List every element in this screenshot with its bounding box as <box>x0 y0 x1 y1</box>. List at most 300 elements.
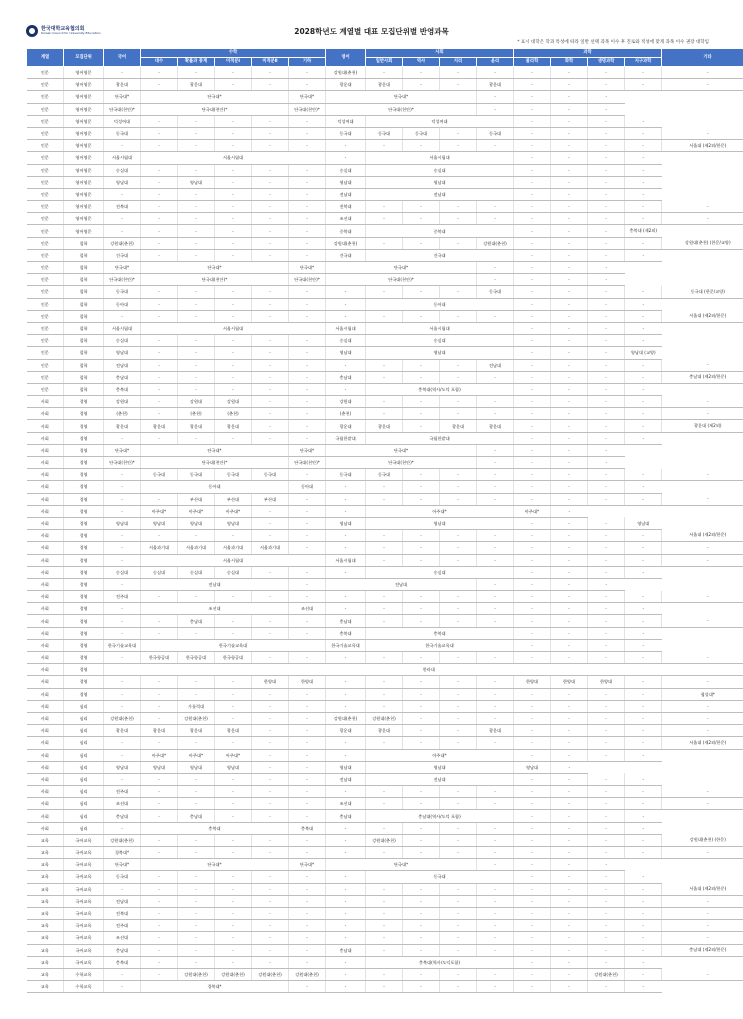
table-cell: - <box>477 688 514 700</box>
table-cell: - <box>289 895 326 907</box>
table-cell: 인문 <box>27 127 64 139</box>
table-cell: 한국기술교육대 <box>326 639 366 651</box>
table-row <box>27 444 743 456</box>
table-row <box>27 213 743 225</box>
table-cell: - <box>588 591 625 603</box>
table-cell: - <box>215 67 252 79</box>
table-cell: - <box>141 786 178 798</box>
table-cell: - <box>289 176 326 188</box>
table-cell: - <box>440 213 477 225</box>
table-cell: - <box>252 956 289 968</box>
table-cell: 충북대 <box>104 956 141 968</box>
table-cell: - <box>289 847 326 859</box>
table-row <box>27 140 743 152</box>
table-cell: 한라대 <box>104 664 743 676</box>
table-cell: 경영 <box>64 517 104 529</box>
table-cell: - <box>551 749 588 761</box>
table-cell: - <box>588 164 625 176</box>
table-cell: 경영 <box>64 396 104 408</box>
table-cell: - <box>514 396 551 408</box>
table-cell: - <box>289 225 326 237</box>
table-cell: - <box>514 652 551 664</box>
table-cell: - <box>440 968 477 980</box>
table-cell: - <box>366 237 403 249</box>
table-cell: - <box>326 591 366 603</box>
table-cell: - <box>215 786 252 798</box>
table-cell: - <box>141 773 178 785</box>
table-cell: 광운대 <box>215 420 252 432</box>
table-cell: 인문 <box>27 286 64 298</box>
table-cell: 영남대 <box>104 517 141 529</box>
table-cell: - <box>403 688 440 700</box>
table-cell: - <box>289 591 326 603</box>
table-cell: - <box>403 67 440 79</box>
table-cell: 중북대 <box>326 225 366 237</box>
table-cell: 동국대 <box>326 469 366 481</box>
table-cell: - <box>440 652 477 664</box>
table-cell: - <box>514 79 551 91</box>
table-cell: 단국대* <box>326 91 477 103</box>
table-cell: - <box>215 213 252 225</box>
table-cell: - <box>289 956 326 968</box>
table-cell: - <box>141 188 178 200</box>
table-cell: - <box>477 274 514 286</box>
table-cell: - <box>551 871 588 883</box>
col-header-science: 과학 <box>514 49 662 58</box>
table-cell: - <box>289 201 326 213</box>
table-cell: 교육 <box>27 871 64 883</box>
logo-name-ko: 한국대학교육협의회 <box>41 26 85 32</box>
table-cell: - <box>178 773 215 785</box>
table-cell: (춘천) <box>326 408 366 420</box>
table-cell: 사회 <box>27 749 64 761</box>
table-cell: - <box>477 481 514 493</box>
table-cell: - <box>662 213 743 225</box>
table-cell: 충북대 <box>141 822 289 834</box>
table-cell: - <box>289 115 326 127</box>
table-cell: 영남대 <box>104 347 141 359</box>
table-cell: 강원대 <box>178 396 215 408</box>
table-cell: - <box>326 737 366 749</box>
table-row <box>27 457 743 469</box>
table-cell: - <box>141 359 178 371</box>
table-cell: - <box>178 530 215 542</box>
table-cell: 경영 <box>64 457 104 469</box>
table-cell: - <box>662 847 743 859</box>
table-cell: 전남대 <box>326 188 366 200</box>
table-cell: 충남대 (제2외/한문) <box>662 944 743 956</box>
table-cell: - <box>252 883 289 895</box>
table-cell: 강원대(춘천) <box>178 712 215 724</box>
table-cell: 영남대 <box>514 761 551 773</box>
table-cell: 덕성여대 <box>104 115 141 127</box>
table-cell: 심리 <box>64 700 104 712</box>
table-cell: - <box>215 176 252 188</box>
table-cell: - <box>215 907 252 919</box>
table-cell: - <box>625 725 662 737</box>
table-cell: - <box>403 920 440 932</box>
table-cell: 영어영문 <box>64 67 104 79</box>
table-cell: 숭실대 <box>366 335 514 347</box>
table-cell: - <box>440 615 477 627</box>
table-cell: 영어영문 <box>64 225 104 237</box>
table-cell: - <box>662 591 743 603</box>
table-cell: - <box>289 786 326 798</box>
table-cell: - <box>514 140 551 152</box>
table-cell: - <box>366 847 403 859</box>
table-cell: - <box>588 371 625 383</box>
table-cell: - <box>440 700 477 712</box>
table-cell: - <box>588 322 625 334</box>
table-cell: 강원대(춘천) <box>104 237 141 249</box>
table-cell: 서울시립대 <box>104 322 141 334</box>
table-cell: - <box>625 237 662 249</box>
table-cell: - <box>289 359 326 371</box>
table-cell: 서울시립대 <box>141 152 326 164</box>
table-cell: - <box>366 652 403 664</box>
table-cell: - <box>625 615 662 627</box>
col-header-other: 기타 <box>662 49 743 67</box>
table-cell: 충남대 <box>178 615 215 627</box>
table-cell: - <box>215 310 252 322</box>
table-cell: - <box>477 603 514 615</box>
table-cell: 한양대 <box>588 676 625 688</box>
table-cell: 숭실대 <box>366 164 514 176</box>
table-cell: - <box>551 457 588 469</box>
table-row <box>27 968 743 980</box>
table-cell: - <box>440 469 477 481</box>
table-cell: - <box>366 603 403 615</box>
table-cell: - <box>514 286 551 298</box>
table-cell: - <box>403 944 440 956</box>
table-cell: 경영 <box>64 627 104 639</box>
table-cell: - <box>514 615 551 627</box>
table-cell: - <box>178 847 215 859</box>
table-cell: - <box>289 798 326 810</box>
table-cell: - <box>403 676 440 688</box>
table-cell: 서울시립대 <box>141 554 326 566</box>
table-cell: - <box>625 542 662 554</box>
table-cell: - <box>514 578 551 590</box>
table-cell: - <box>141 79 178 91</box>
table-cell: 인문 <box>27 262 64 274</box>
table-row <box>27 725 743 737</box>
table-cell: - <box>178 188 215 200</box>
col-header-social-sub: 지리 <box>440 58 477 67</box>
table-cell: - <box>551 262 588 274</box>
table-cell: 사회 <box>27 554 64 566</box>
table-cell: 동국대 <box>104 286 141 298</box>
table-row <box>27 493 743 505</box>
table-cell: 전남대 <box>104 359 141 371</box>
table-cell: 영어영문 <box>64 152 104 164</box>
table-cell: - <box>551 347 588 359</box>
table-cell: - <box>178 432 215 444</box>
table-cell: - <box>403 907 440 919</box>
table-row <box>27 907 743 919</box>
table-cell: - <box>326 822 366 834</box>
table-cell: 단국대(천안)* <box>104 103 141 115</box>
table-cell: - <box>178 371 215 383</box>
table-cell: - <box>403 883 440 895</box>
table-cell: - <box>252 286 289 298</box>
table-cell: - <box>514 639 551 651</box>
table-cell: - <box>215 920 252 932</box>
table-cell: 강원대(춘천) (한문) <box>662 834 743 846</box>
table-cell: 교육 <box>27 847 64 859</box>
table-cell: - <box>588 737 625 749</box>
table-cell: - <box>252 810 289 822</box>
table-cell: 영어영문 <box>64 188 104 200</box>
table-cell: - <box>588 176 625 188</box>
table-cell: 국립한밭대 <box>326 432 366 444</box>
table-cell: - <box>625 968 662 980</box>
table-cell: 동아대 <box>366 298 514 310</box>
table-cell: - <box>440 907 477 919</box>
col-header-math: 수학 <box>141 49 326 58</box>
table-cell: - <box>514 517 551 529</box>
table-cell: - <box>514 822 551 834</box>
table-cell: - <box>289 578 326 590</box>
table-cell: - <box>215 347 252 359</box>
table-cell: - <box>366 981 403 993</box>
table-cell: - <box>252 127 289 139</box>
table-cell: 심리 <box>64 761 104 773</box>
table-cell: - <box>551 627 588 639</box>
table-cell: 단국대* <box>104 262 141 274</box>
table-cell: - <box>477 140 514 152</box>
table-cell: - <box>477 968 514 980</box>
table-cell: - <box>366 700 403 712</box>
table-cell: - <box>662 359 743 371</box>
table-cell: - <box>326 140 366 152</box>
table-cell: - <box>178 249 215 261</box>
table-cell: - <box>514 773 551 785</box>
table-cell: - <box>215 201 252 213</box>
table-cell: - <box>141 347 178 359</box>
table-cell: - <box>477 396 514 408</box>
table-cell: - <box>440 530 477 542</box>
table-cell: 영남대 <box>326 176 366 188</box>
table-cell: - <box>178 359 215 371</box>
table-cell: 단국대(천안)* <box>141 274 289 286</box>
table-cell: 영어영문 <box>64 127 104 139</box>
table-cell: - <box>366 530 403 542</box>
subjects-table <box>26 48 743 993</box>
table-cell: 국어교육 <box>64 871 104 883</box>
table-cell: - <box>178 944 215 956</box>
table-cell: 광운대 <box>178 79 215 91</box>
table-cell: - <box>551 932 588 944</box>
table-cell: - <box>551 810 588 822</box>
table-cell: - <box>588 262 625 274</box>
table-cell: - <box>403 530 440 542</box>
table-cell: 경영 <box>64 432 104 444</box>
table-row <box>27 517 743 529</box>
table-cell: - <box>215 225 252 237</box>
table-row <box>27 591 743 603</box>
col-header-social-sub: 역사 <box>403 58 440 67</box>
table-cell: 서울시립대 <box>366 152 514 164</box>
table-cell: - <box>252 298 289 310</box>
table-cell: 철학 <box>64 237 104 249</box>
table-cell: - <box>289 396 326 408</box>
table-cell: - <box>215 798 252 810</box>
table-cell: - <box>514 310 551 322</box>
table-cell: 교육 <box>27 859 64 871</box>
table-cell: - <box>366 907 403 919</box>
table-cell: 전북대 <box>104 907 141 919</box>
table-cell: - <box>289 883 326 895</box>
table-cell: - <box>551 773 588 785</box>
table-cell: 부산대 <box>215 493 252 505</box>
table-cell: - <box>625 408 662 420</box>
table-cell: - <box>625 286 662 298</box>
table-cell: 사회 <box>27 408 64 420</box>
table-cell: 철학 <box>64 335 104 347</box>
table-cell: - <box>366 554 403 566</box>
table-cell: 사회 <box>27 810 64 822</box>
table-cell: - <box>326 542 366 554</box>
table-cell: 사회 <box>27 542 64 554</box>
table-cell: - <box>588 188 625 200</box>
table-cell: 사회 <box>27 493 64 505</box>
table-row <box>27 603 743 615</box>
table-cell: - <box>178 932 215 944</box>
table-cell: 단국대(천안)* <box>326 457 477 469</box>
table-cell: - <box>514 737 551 749</box>
table-cell: - <box>551 213 588 225</box>
table-cell: 인문 <box>27 140 64 152</box>
table-cell: 인문 <box>27 201 64 213</box>
table-cell: - <box>551 847 588 859</box>
table-cell: - <box>141 127 178 139</box>
table-cell: - <box>326 847 366 859</box>
table-cell: - <box>514 871 551 883</box>
table-cell: - <box>289 932 326 944</box>
table-cell: - <box>514 554 551 566</box>
table-cell: - <box>141 591 178 603</box>
table-cell: 영남대 <box>178 517 215 529</box>
table-cell: - <box>588 225 625 237</box>
table-cell: - <box>625 810 662 822</box>
table-cell: - <box>477 895 514 907</box>
table-cell: - <box>141 396 178 408</box>
table-cell: 충남대 <box>104 371 141 383</box>
table-row <box>27 67 743 79</box>
table-cell: 서울시립대 <box>326 554 366 566</box>
table-cell: - <box>178 201 215 213</box>
table-row <box>27 773 743 785</box>
table-cell: - <box>514 712 551 724</box>
table-cell: - <box>289 749 326 761</box>
table-cell: 국어교육 <box>64 944 104 956</box>
table-cell: - <box>141 201 178 213</box>
table-cell: - <box>289 67 326 79</box>
table-cell: - <box>366 883 403 895</box>
table-cell: - <box>514 469 551 481</box>
table-cell: 인문 <box>27 115 64 127</box>
table-cell: - <box>178 956 215 968</box>
table-row <box>27 371 743 383</box>
table-cell: - <box>625 469 662 481</box>
table-cell: 한국항공대 <box>178 652 215 664</box>
table-cell: - <box>514 383 551 395</box>
table-row <box>27 883 743 895</box>
table-cell: - <box>514 432 551 444</box>
table-cell: - <box>366 944 403 956</box>
table-cell: 한국기술교육대 <box>366 639 514 651</box>
table-cell: 강원대(춘천) <box>178 968 215 980</box>
table-cell: 경영 <box>64 469 104 481</box>
table-cell: - <box>403 469 440 481</box>
table-cell: - <box>514 262 551 274</box>
table-cell: - <box>588 786 625 798</box>
table-cell: - <box>514 834 551 846</box>
table-cell: - <box>514 859 551 871</box>
table-cell: 동국대 <box>366 871 514 883</box>
table-cell: - <box>440 310 477 322</box>
col-header-math-sub: 확률과 통계 <box>178 58 215 67</box>
table-cell: - <box>326 481 366 493</box>
table-cell: - <box>289 810 326 822</box>
table-cell: - <box>588 542 625 554</box>
table-cell: 수학교육 <box>64 981 104 993</box>
table-cell: 전남대 <box>141 578 289 590</box>
table-cell: 충남대 <box>104 944 141 956</box>
table-cell: - <box>440 286 477 298</box>
table-cell: - <box>514 481 551 493</box>
table-cell: 심리 <box>64 725 104 737</box>
table-cell: 철학 <box>64 383 104 395</box>
table-cell: - <box>588 201 625 213</box>
table-cell: - <box>104 749 141 761</box>
table-cell: 영남대 <box>326 347 366 359</box>
table-cell: - <box>289 493 326 505</box>
table-cell: 단국대* <box>289 444 326 456</box>
table-row <box>27 566 743 578</box>
table-cell: - <box>141 676 178 688</box>
table-cell: - <box>104 676 141 688</box>
table-cell: - <box>289 627 326 639</box>
table-row <box>27 432 743 444</box>
table-cell: - <box>326 968 366 980</box>
table-cell: 강원대(춘천) <box>215 968 252 980</box>
table-cell: - <box>403 895 440 907</box>
table-cell: - <box>215 627 252 639</box>
table-row <box>27 639 743 651</box>
table-cell: - <box>588 457 625 469</box>
table-cell: - <box>104 481 141 493</box>
table-cell: - <box>662 907 743 919</box>
table-cell: 단국대(천안)* <box>326 103 477 115</box>
table-cell: - <box>514 810 551 822</box>
table-cell: - <box>215 591 252 603</box>
table-cell: 아주대* <box>178 505 215 517</box>
table-cell: - <box>514 274 551 286</box>
table-cell: - <box>178 676 215 688</box>
table-cell: - <box>662 408 743 420</box>
table-cell: - <box>178 798 215 810</box>
table-cell: 전북대 <box>104 201 141 213</box>
table-cell: - <box>588 944 625 956</box>
table-cell: 철학 <box>64 286 104 298</box>
table-cell: - <box>366 481 403 493</box>
table-cell: 국어교육 <box>64 834 104 846</box>
table-cell: - <box>514 591 551 603</box>
table-cell: - <box>289 920 326 932</box>
table-cell: - <box>551 152 588 164</box>
